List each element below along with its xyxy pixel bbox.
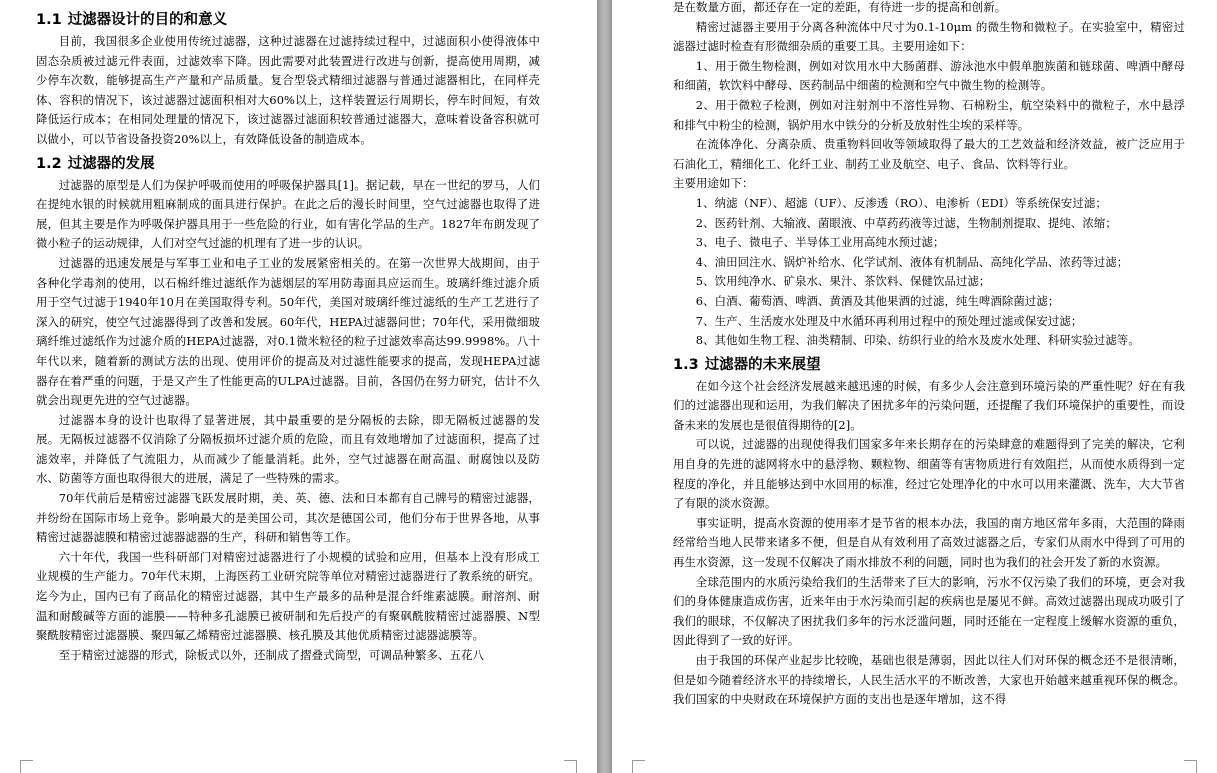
list-item: 5、饮用纯净水、矿泉水、果汁、茶饮料、保健饮品过滤； <box>695 274 991 289</box>
list-item: 2、用于微粒子检测，例如对注射剂中不溶性异物、石棉粉尘，航空染料中的微粒子，水中悬浮和排气中粉尘的检测，锅炉用水中铁分的分析及放射性尘埃的采样等。 <box>673 97 1185 132</box>
section-title: 过滤器的未来展望 <box>704 356 821 373</box>
list-heading: 主要用途如下： <box>673 176 754 191</box>
section-heading-1-3 <box>673 354 1185 376</box>
document-page-right <box>612 0 1217 773</box>
section-heading-1-2 <box>36 153 540 175</box>
crop-mark <box>1184 760 1197 773</box>
paragraph: 全球范围内的水质污染给我们的生活带来了巨大的影响，污水不仅污染了我们的环境，更会对我们的身体健康造成伤害，近来年由于水污染而引起的疾病也是屡见不鲜。高效过滤器出现成功吸引了我们的眼球，不仅解决了困扰我们多年的污水泛滥问题，同时还能在一定程度上缓解水资源的重负，因此得到了一致的好评。 <box>673 574 1185 648</box>
paragraph: 过滤器的迅速发展是与军事工业和电子工业的发展紧密相关的。在第一次世界大战期间，由于各种化学毒剂的使用，以石棉纤维过滤纸作为滤烟层的军用防毒面具应运而生。玻璃纤维过滤介质用于空气过滤于1940年10月在美国取得专利。50年代，美国对玻璃纤维过滤纸的生产工艺进行了深入的研究，使空气过滤器得到了改善和发展。60年代，HEPA过滤器问世；70年代，采用微细玻璃纤维过滤纸作为过滤介质的HEPA过滤器，对0.1微米粒径的粒子过滤效率高达99.9998%。八十年代以来，随着新的测试方法的出现、使用评价的提高及对过滤性能要求的提高，发现HEPA过滤器存在着严重的问题，于是又产生了性能更高的ULPA过滤器。目前，各国仍在努力研究，估计不久就会出现更先进的空气过滤器。 <box>36 255 540 408</box>
paragraph: 目前，我国很多企业使用传统过滤器，这种过滤器在过滤持续过程中，过滤面积小使得液体中固态杂质被过滤元件表面，过滤效率下降。因此需要对此装置进行改进与创新，提高使用周期，减少停车次数，能够提高生产产量和产品质量。复合型袋式精细过滤器与普通过滤器相比，在同样壳体、容积的情况下，该过滤器过滤面积相对大60%以上，这样装置运行周期长，停车时间短，有效降低运行成本；在相同处理量的情况下，该过滤器过滤面积较普通过滤器大，意味着设备容积就可以做小，可以节省设备投资20%以上，有效降低设备的制造成本。 <box>36 34 540 146</box>
paragraph: 精密过滤器主要用于分离各种流体中尺寸为0.1-10μm 的微生物和微粒子。在实验室中，精密过滤器过滤时检查有形微细杂质的重要工具。主要用途如下： <box>673 19 1185 54</box>
section-number: 1.1 <box>36 12 62 28</box>
crop-mark <box>632 760 645 773</box>
paragraph: 在流体净化、分离杂质、贵重物料回收等领域取得了最大的工艺效益和经济效益，被广泛应用于石油化工，精细化工、化纤工业、制药工业及航空、电子、食品、饮料等行业。 <box>673 137 1185 171</box>
list-item: 8、其他如生物工程、油类精制、印染、纺织行业的给水及废水处理、科研实验过滤等。 <box>695 333 1140 348</box>
section-title: 过滤器设计的目的和意义 <box>67 12 228 28</box>
list-item: 2、医药针剂、大输液、菌眼液、中草药药液等过滤，生物制剂提取、提纯、浓缩； <box>695 215 1117 230</box>
paragraph: 是在数量方面，都还存在一定的差距，有待进一步的提高和创新。 <box>673 0 1007 14</box>
crop-mark <box>564 760 577 773</box>
list-item: 3、电子、微电子、半导体工业用高纯水预过滤； <box>695 235 945 250</box>
paragraph: 六十年代，我国一些科研部门对精密过滤器进行了小规模的试验和应用，但基本上没有形成工业规模的生产能力。70年代末期，上海医药工业研究院等单位对精密过滤器进行了教系统的研究。迄今为止，国内已有了商品化的精密过滤器，其中生产最多的品种是混合纤维素滤膜。耐溶剂、耐温和耐酸碱等方面的滤膜——特种多孔滤膜已被研制和先后投产的有聚砜酰胺精密过滤器膜、N型聚酰胺精密过滤器膜、聚四氟乙烯精密过滤器膜、核孔膜及其他优质精密过滤器滤膜等。 <box>36 549 540 643</box>
paragraph: 70年代前后是精密过滤器飞跃发展时期，美、英、德、法和日本都有自己牌号的精密过滤器，并纷纷在国际市场上竞争。影响最大的是美国公司，其次是德国公司，他们分布于世界各地，从事精密过滤器滤膜和精密过滤器滤器的生产，科研和销售等工作。 <box>36 491 540 545</box>
section-number: 1.2 <box>36 155 62 172</box>
paragraph: 由于我国的环保产业起步比较晚，基础也很是薄弱，因此以往人们对环保的概念还不是很清晰，但是如今随着经济水平的持续增长，人民生活水平的不断改善，大家也开始越来越重视环保的概念。我们国家的中央财政在环境保护方面的支出也是逐年增加，这不得 <box>673 653 1185 707</box>
section-heading-1-1 <box>36 9 540 31</box>
list-item: 1、纳滤（NF）、超滤（UF）、反渗透（RO）、电渗析（EDI）等系统保安过滤； <box>695 195 1107 210</box>
page-left-content <box>36 6 540 665</box>
paragraph: 过滤器本身的设计也取得了显著进展，其中最重要的是分隔板的去除，即无隔板过滤器的发展。无隔板过滤器不仅消除了分隔板损坏过滤介质的危险，而且有效地增加了过滤面积，提高了过滤效率，并降低了气流阻力，从而减少了能量消耗。此外，空气过滤器在耐高温、耐腐蚀以及防水、防菌等方面也取得很大的进展，满足了一些特殊的需求。 <box>36 412 540 486</box>
list-item: 4、油田回注水、锅炉补给水、化学试剂、液体有机制品、高纯化学品、浓药等过滤； <box>695 254 1129 269</box>
crop-mark <box>20 760 33 773</box>
paragraph: 至于精密过滤器的形式，除板式以外，还制成了摺叠式筒型，可调品种繁多、五花八 <box>58 647 484 662</box>
section-number: 1.3 <box>673 356 699 373</box>
section-title: 过滤器的发展 <box>67 155 155 172</box>
page-gutter <box>597 0 612 773</box>
paragraph: 事实证明，提高水资源的使用率才是节省的根本办法，我国的南方地区常年多雨，大范围的降雨经常给当地人民带来诸多不便，但是自从有效利用了高效过滤器之后，专家们从雨水中得到了可用的再生水资源，这一发现不仅解决了雨水排放不利的问题，同时也为我们的社会开发了新的水资源。 <box>673 515 1185 570</box>
paragraph: 可以说，过滤器的出现使得我们国家多年来长期存在的污染肆意的难题得到了完美的解决，它利用自身的先进的滤网将水中的悬浮物、颗粒物、细菌等有害物质进行有效阻拦，从而使水质得到一定程度的净化，并且能够达到中水回用的标准，经过它处理净化的中水可以用来灌溉、洗车，大大节省了有限的淡水资源。 <box>673 437 1185 511</box>
paragraph: 过滤器的原型是人们为保护呼吸而使用的呼吸保护器具[1]。据记载，早在一世纪的罗马，人们在提纯水银的时候就用粗麻制成的面具进行保护。在此之后的漫长时间里，空气过滤器也取得了进展，但其主要是作为呼吸保护器具用于一些危险的行业，如有害化学品的生产。1827年布朗发现了微小粒子的运动规律，人们对空气过滤的机理有了进一步的认识。 <box>36 177 540 251</box>
list-item: 1、用于微生物检测，例如对饮用水中大肠菌群、游泳池水中假单胞族菌和链球菌、啤酒中酵母和细菌，软饮料中酵母、医药制品中细菌的检测和空气中微生物的检测等。 <box>673 58 1185 93</box>
paragraph: 在如今这个社会经济发展越来越迅速的时候，有多少人会注意到环境污染的严重性呢？好在有我们的过滤器出现和运用，为我们解决了困扰多年的污染问题，还提醒了我们环境保护的重要性，而设备未来的发展也是很值得期待的[2]。 <box>673 378 1185 432</box>
page-right-content <box>673 0 1185 710</box>
list-item: 6、白酒、葡萄酒、啤酒、黄酒及其他果酒的过滤，纯生啤酒除菌过滤； <box>695 293 1060 308</box>
list-item: 7、生产、生活废水处理及中水循环再利用过程中的预处理过滤或保安过滤； <box>695 313 1083 328</box>
document-page-left <box>0 0 597 773</box>
